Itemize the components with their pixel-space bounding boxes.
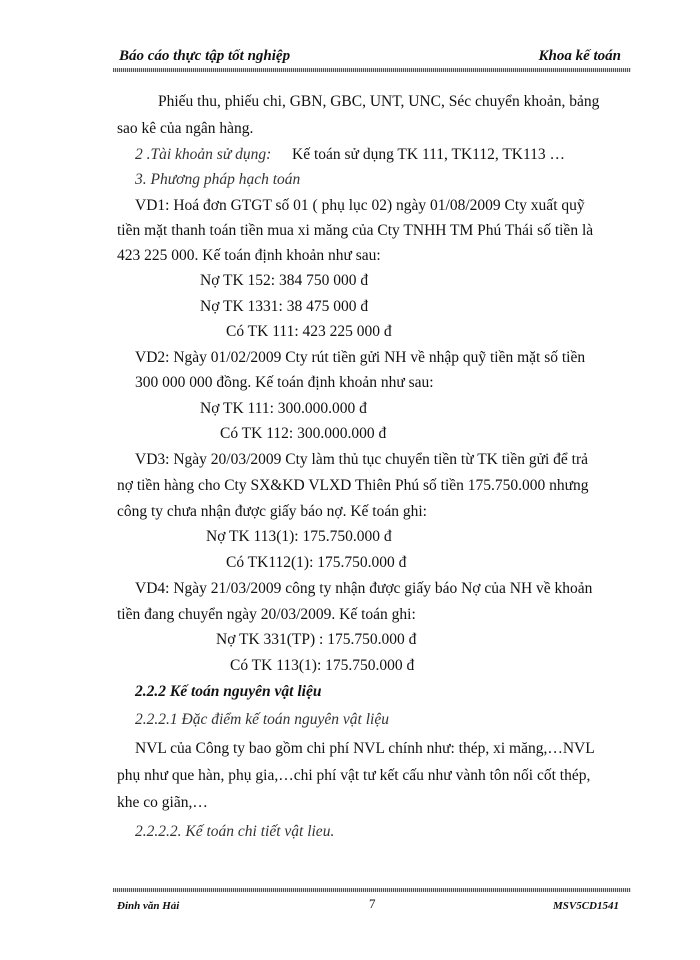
body-line: NVL của Công ty bao gồm chi phí NVL chính như: thép, xi măng,…NVL xyxy=(135,740,595,757)
journal-entry: Có TK 111: 423 225 000 đ xyxy=(226,323,392,340)
subsection-heading-characteristics: 2.2.2.1 Đặc điểm kế toán nguyên vật liệu xyxy=(135,711,389,728)
body-line: Kế toán sử dụng TK 111, TK112, TK113 … xyxy=(292,146,566,163)
body-line: khe co giãn,… xyxy=(117,794,208,811)
section-heading-accounts: 2 .Tài khoản sử dụng: xyxy=(135,146,272,163)
body-line: VD2: Ngày 01/02/2009 Cty rút tiền gửi NH về nhập quỹ tiền mặt số tiền xyxy=(135,349,586,366)
journal-entry: Có TK 113(1): 175.750.000 đ xyxy=(230,657,415,674)
body-line: 423 225 000. Kế toán định khoản như sau: xyxy=(117,247,381,264)
body-line: công ty chưa nhận được giấy báo nợ. Kế toán ghi: xyxy=(117,503,427,520)
section-heading-method: 3. Phương pháp hạch toán xyxy=(135,171,301,188)
journal-entry: Nợ TK 152: 384 750 000 đ xyxy=(200,272,369,289)
journal-entry: Nợ TK 1331: 38 475 000 đ xyxy=(200,298,369,315)
body-line: VD4: Ngày 21/03/2009 công ty nhận được giấy báo Nợ của NH về khoản xyxy=(135,580,593,597)
body-line: sao kê của ngân hàng. xyxy=(117,120,254,137)
journal-entry: Nợ TK 331(TP) : 175.750.000 đ xyxy=(216,631,417,648)
body-line: nợ tiền hàng cho Cty SX&KD VLXD Thiên Phú số tiền 175.750.000 nhưng xyxy=(117,477,589,494)
footer-student-id: MSV5CD1541 xyxy=(552,900,619,912)
body-line: tiền mặt thanh toán tiền mua xi măng của Cty TNHH TM Phú Thái số tiền là xyxy=(117,222,594,239)
journal-entry: Có TK112(1): 175.750.000 đ xyxy=(226,554,407,571)
page-number: 7 xyxy=(369,896,376,911)
journal-entry: Nợ TK 111: 300.000.000 đ xyxy=(200,400,367,417)
header-title-right: Khoa kế toán xyxy=(538,48,621,64)
journal-entry: Có TK 112: 300.000.000 đ xyxy=(220,425,387,442)
footer-author: Đinh văn Hải xyxy=(117,900,180,912)
subsection-heading-detail: 2.2.2.2. Kế toán chi tiết vật lieu. xyxy=(135,823,335,840)
header-title-left: Báo cáo thực tập tốt nghiệp xyxy=(119,48,291,64)
footer-divider xyxy=(113,888,631,892)
journal-entry: Nợ TK 113(1): 175.750.000 đ xyxy=(206,528,392,545)
body-line: VD1: Hoá đơn GTGT số 01 ( phụ lục 02) ngày 01/08/2009 Cty xuất quỹ xyxy=(135,197,585,214)
body-line: VD3: Ngày 20/03/2009 Cty làm thủ tục chuyển tiền từ TK tiền gửi để trả xyxy=(135,451,589,468)
header-divider xyxy=(113,68,631,72)
page-footer xyxy=(113,896,631,912)
section-heading-materials: 2.2.2 Kế toán nguyên vật liệu xyxy=(135,683,322,700)
page-header xyxy=(113,48,631,68)
body-line: phụ như que hàn, phụ gia,…chi phí vật tư kết cấu như vành tôn nối cốt thép, xyxy=(117,767,591,784)
body-line: 300 000 000 đồng. Kế toán định khoản như sau: xyxy=(135,374,434,391)
body-line: Phiếu thu, phiếu chi, GBN, GBC, UNT, UNC, Séc chuyển khoản, bảng xyxy=(158,93,600,110)
body-line: tiền đang chuyển ngày 20/03/2009. Kế toán ghi: xyxy=(117,606,416,623)
